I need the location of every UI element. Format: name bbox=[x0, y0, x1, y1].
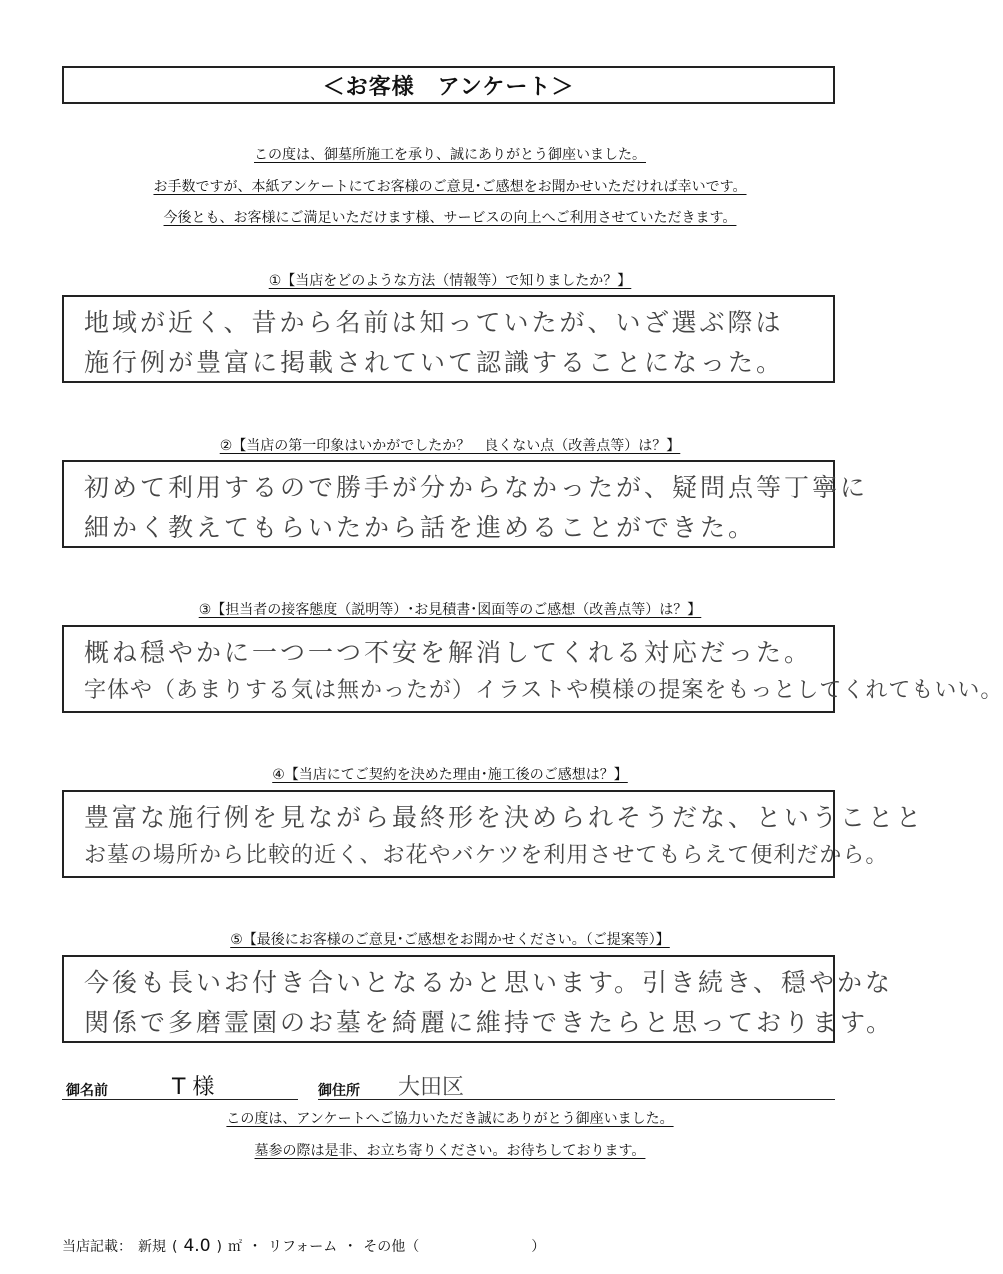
question-3-answer-box[interactable] bbox=[62, 625, 1003, 713]
question-2-answer-line-2: 細かく教えてもらいたから話を進めることができた。 bbox=[84, 513, 757, 542]
closing-line-1: この度は、アンケートへご協力いただき誠にありがとう御座いました。 bbox=[226, 1111, 674, 1127]
question-3-label: ③【担当者の接客態度（説明等）･お見積書･図面等のご感想（改善点等）は？】 bbox=[198, 602, 702, 618]
question-1-label: ①【当店をどのような方法（情報等）で知りましたか？】 bbox=[268, 273, 632, 289]
store-note-new[interactable]: 新規 bbox=[138, 1239, 166, 1255]
store-note-area[interactable]: 4.0 bbox=[183, 1236, 211, 1256]
question-1-answer-line-2: 施行例が豊富に掲載されていて認識することになった。 bbox=[84, 348, 785, 377]
question-3-answer-line-2: 字体や（あまりする気は無かったが）イラストや模様の提案をもっとしてくれてもいい。 bbox=[84, 678, 1003, 703]
intro-line-1: この度は、御墓所施工を承り、誠にありがとう御座いました。 bbox=[254, 147, 646, 163]
address-field[interactable]: 大田区 bbox=[398, 1075, 465, 1100]
store-note-other[interactable]: その他（ bbox=[363, 1239, 420, 1255]
question-5-answer-line-1: 今後も長いお付き合いとなるかと思います。引き続き、穏やかな bbox=[84, 968, 894, 997]
question-4-label: ④【当店にてご契約を決めた理由･施工後のご感想は？】 bbox=[272, 767, 628, 783]
address-underline bbox=[318, 1099, 835, 1100]
store-note-sep-2: ・ bbox=[343, 1239, 358, 1255]
name-underline bbox=[62, 1099, 298, 1100]
question-1-answer-line-1: 地域が近く、昔から名前は知っていたが、いざ選ぶ際は bbox=[84, 308, 784, 337]
store-note-area-open: ( bbox=[172, 1239, 178, 1255]
store-note bbox=[62, 1236, 545, 1256]
store-note-area-close: ) bbox=[216, 1239, 222, 1255]
question-2-answer-line-1: 初めて利用するので勝手が分からなかったが、疑問点等丁寧に bbox=[84, 473, 869, 502]
question-3-answer-line-1: 概ね穏やかに一つ一つ不安を解消してくれる対応だった。 bbox=[84, 638, 813, 667]
name-field[interactable]: T 様 bbox=[172, 1075, 215, 1100]
closing-line-2: 墓参の際は是非、お立ち寄りください。お待ちしております。 bbox=[254, 1143, 646, 1159]
store-note-reform[interactable]: リフォーム bbox=[267, 1239, 338, 1255]
store-note-unit: ㎡ bbox=[227, 1239, 242, 1255]
question-5-answer-line-2: 関係で多磨霊園のお墓を綺麗に維持できたらと思っております。 bbox=[84, 1008, 895, 1037]
address-label: 御住所 bbox=[318, 1083, 360, 1099]
store-note-sep-1: ・ bbox=[247, 1239, 262, 1255]
survey-title: ＜お客様 アンケート＞ bbox=[62, 66, 835, 104]
question-4-answer-line-1: 豊富な施行例を見ながら最終形を決められそうだな、ということと bbox=[84, 803, 925, 832]
question-2-label: ②【当店の第一印象はいかがでしたか？ 良くない点（改善点等）は？】 bbox=[219, 438, 681, 454]
question-2-answer-box[interactable] bbox=[62, 460, 869, 548]
intro-line-2: お手数ですが、本紙アンケートにてお客様のご意見･ご感想をお聞かせいただければ幸いです。 bbox=[153, 179, 747, 195]
question-4-answer-box[interactable] bbox=[62, 790, 925, 878]
store-note-label: 当店記載： bbox=[62, 1239, 132, 1255]
intro-line-3: 今後とも、お客様にご満足いただけます様、サービスの向上へご利用させていただきます。 bbox=[163, 210, 737, 226]
question-5-label: ⑤【最後にお客様のご意見･ご感想をお聞かせください。（ご提案等）】 bbox=[230, 932, 670, 948]
question-1-answer-box[interactable] bbox=[62, 295, 835, 383]
question-5-answer-box[interactable] bbox=[62, 955, 895, 1043]
question-4-answer-line-2: お墓の場所から比較的近く、お花やバケツを利用させてもらえて便利だから。 bbox=[84, 843, 889, 868]
name-label: 御名前 bbox=[66, 1083, 108, 1099]
store-note-other-close: ） bbox=[531, 1239, 546, 1255]
